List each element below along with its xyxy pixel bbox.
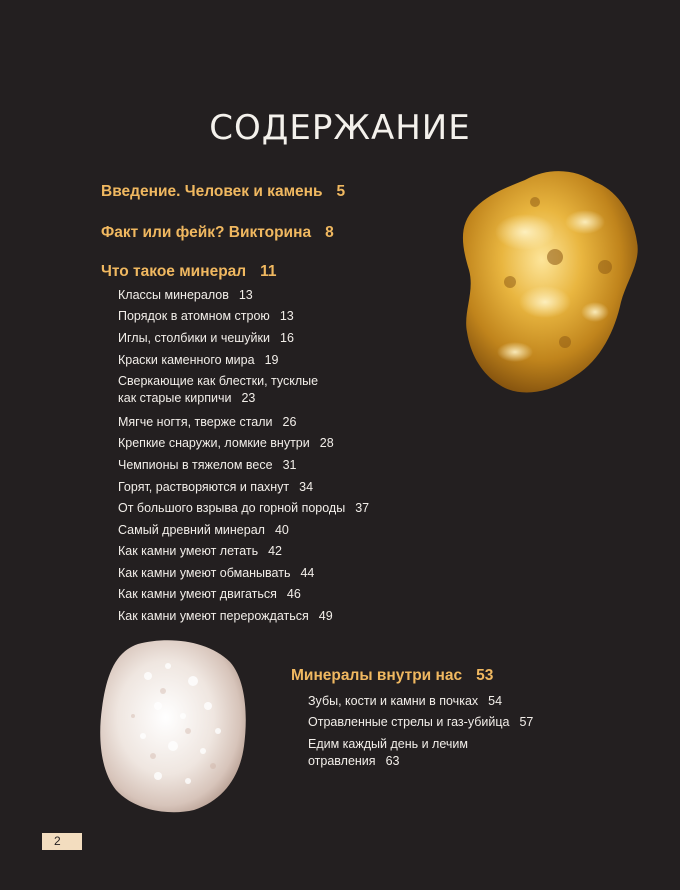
item-page: 16 — [280, 331, 294, 345]
item-label-continued: как старые кирпичи — [118, 391, 232, 405]
toc-item[interactable] — [118, 608, 333, 625]
item-label: Самый древний минерал — [118, 523, 265, 537]
item-label: Как камни умеют двигаться — [118, 587, 277, 601]
item-page: 19 — [264, 353, 279, 367]
toc-item[interactable] — [118, 565, 314, 582]
toc-item[interactable] — [118, 308, 294, 325]
item-label: От большого взрыва до горной породы — [118, 501, 346, 515]
section-label: Введение. Человек и камень — [101, 183, 323, 200]
item-page: 37 — [355, 501, 370, 515]
section-page: 11 — [260, 263, 277, 280]
quartz-geode-image — [98, 636, 248, 814]
item-page: 23 — [241, 391, 256, 405]
item-label: Как камни умеют перерождаться — [118, 609, 309, 623]
section-label: Факт или фейк? Викторина — [101, 224, 312, 241]
item-label: Классы минералов — [118, 288, 229, 302]
page-number-badge: 2 — [42, 833, 82, 850]
toc-item[interactable] — [118, 457, 296, 474]
item-label: Едим каждый день и лечим — [308, 737, 468, 751]
item-page: 42 — [268, 544, 283, 558]
toc-item[interactable] — [118, 352, 278, 369]
item-label: Как камни умеют летать — [118, 544, 259, 558]
item-page: 44 — [300, 566, 315, 580]
toc-section-what-is-mineral[interactable] — [101, 263, 277, 281]
item-label: Зубы, кости и камни в почках — [308, 694, 479, 708]
toc-item[interactable] — [308, 736, 468, 770]
toc-item[interactable] — [118, 500, 369, 517]
toc-item[interactable] — [118, 586, 301, 603]
section-label: Что такое минерал — [101, 263, 247, 280]
item-page: 31 — [282, 458, 297, 472]
item-page: 13 — [279, 309, 294, 323]
toc-item[interactable] — [118, 435, 334, 452]
toc-item[interactable] — [308, 714, 533, 731]
item-page: 57 — [519, 715, 534, 729]
page-title: СОДЕРЖАНИЕ — [209, 108, 471, 148]
toc-item[interactable] — [118, 543, 282, 560]
toc-section-introduction[interactable] — [101, 183, 345, 201]
item-page: 46 — [286, 587, 301, 601]
item-page: 40 — [274, 523, 289, 537]
item-page: 49 — [318, 609, 333, 623]
toc-item[interactable] — [308, 693, 502, 710]
toc-item[interactable] — [118, 287, 253, 304]
item-page: 28 — [319, 436, 334, 450]
item-label: Мягче ногтя, тверже стали — [118, 415, 273, 429]
section-label: Минералы внутри нас — [291, 667, 463, 684]
toc-item[interactable] — [118, 373, 318, 407]
toc-section-minerals-inside-us[interactable] — [291, 667, 493, 685]
item-page: 26 — [282, 415, 297, 429]
toc-item[interactable] — [118, 522, 289, 539]
section-page: 8 — [325, 224, 334, 241]
item-label: Порядок в атомном строю — [118, 309, 270, 323]
item-label: Крепкие снаружи, ломкие внутри — [118, 436, 310, 450]
toc-item[interactable] — [118, 414, 296, 431]
item-label: Сверкающие как блестки, тусклые — [118, 374, 319, 388]
item-label: Чемпионы в тяжелом весе — [118, 458, 273, 472]
item-label: Иглы, столбики и чешуйки — [118, 331, 270, 345]
item-page: 13 — [238, 288, 253, 302]
item-label: Краски каменного мира — [118, 353, 255, 367]
item-label: Горят, растворяются и пахнут — [118, 480, 290, 494]
item-page: 54 — [488, 694, 503, 708]
item-label-continued: отравления — [308, 754, 376, 768]
toc-section-quiz[interactable] — [101, 224, 334, 242]
item-label: Отравленные стрелы и газ-убийца — [308, 715, 510, 729]
section-page: 53 — [476, 667, 494, 684]
item-page: 63 — [385, 754, 400, 768]
section-page: 5 — [336, 183, 346, 200]
item-page: 34 — [299, 480, 314, 494]
toc-item[interactable] — [118, 479, 313, 496]
gold-nugget-image — [455, 162, 645, 407]
toc-item[interactable] — [118, 330, 294, 347]
item-label: Как камни умеют обманывать — [118, 566, 291, 580]
